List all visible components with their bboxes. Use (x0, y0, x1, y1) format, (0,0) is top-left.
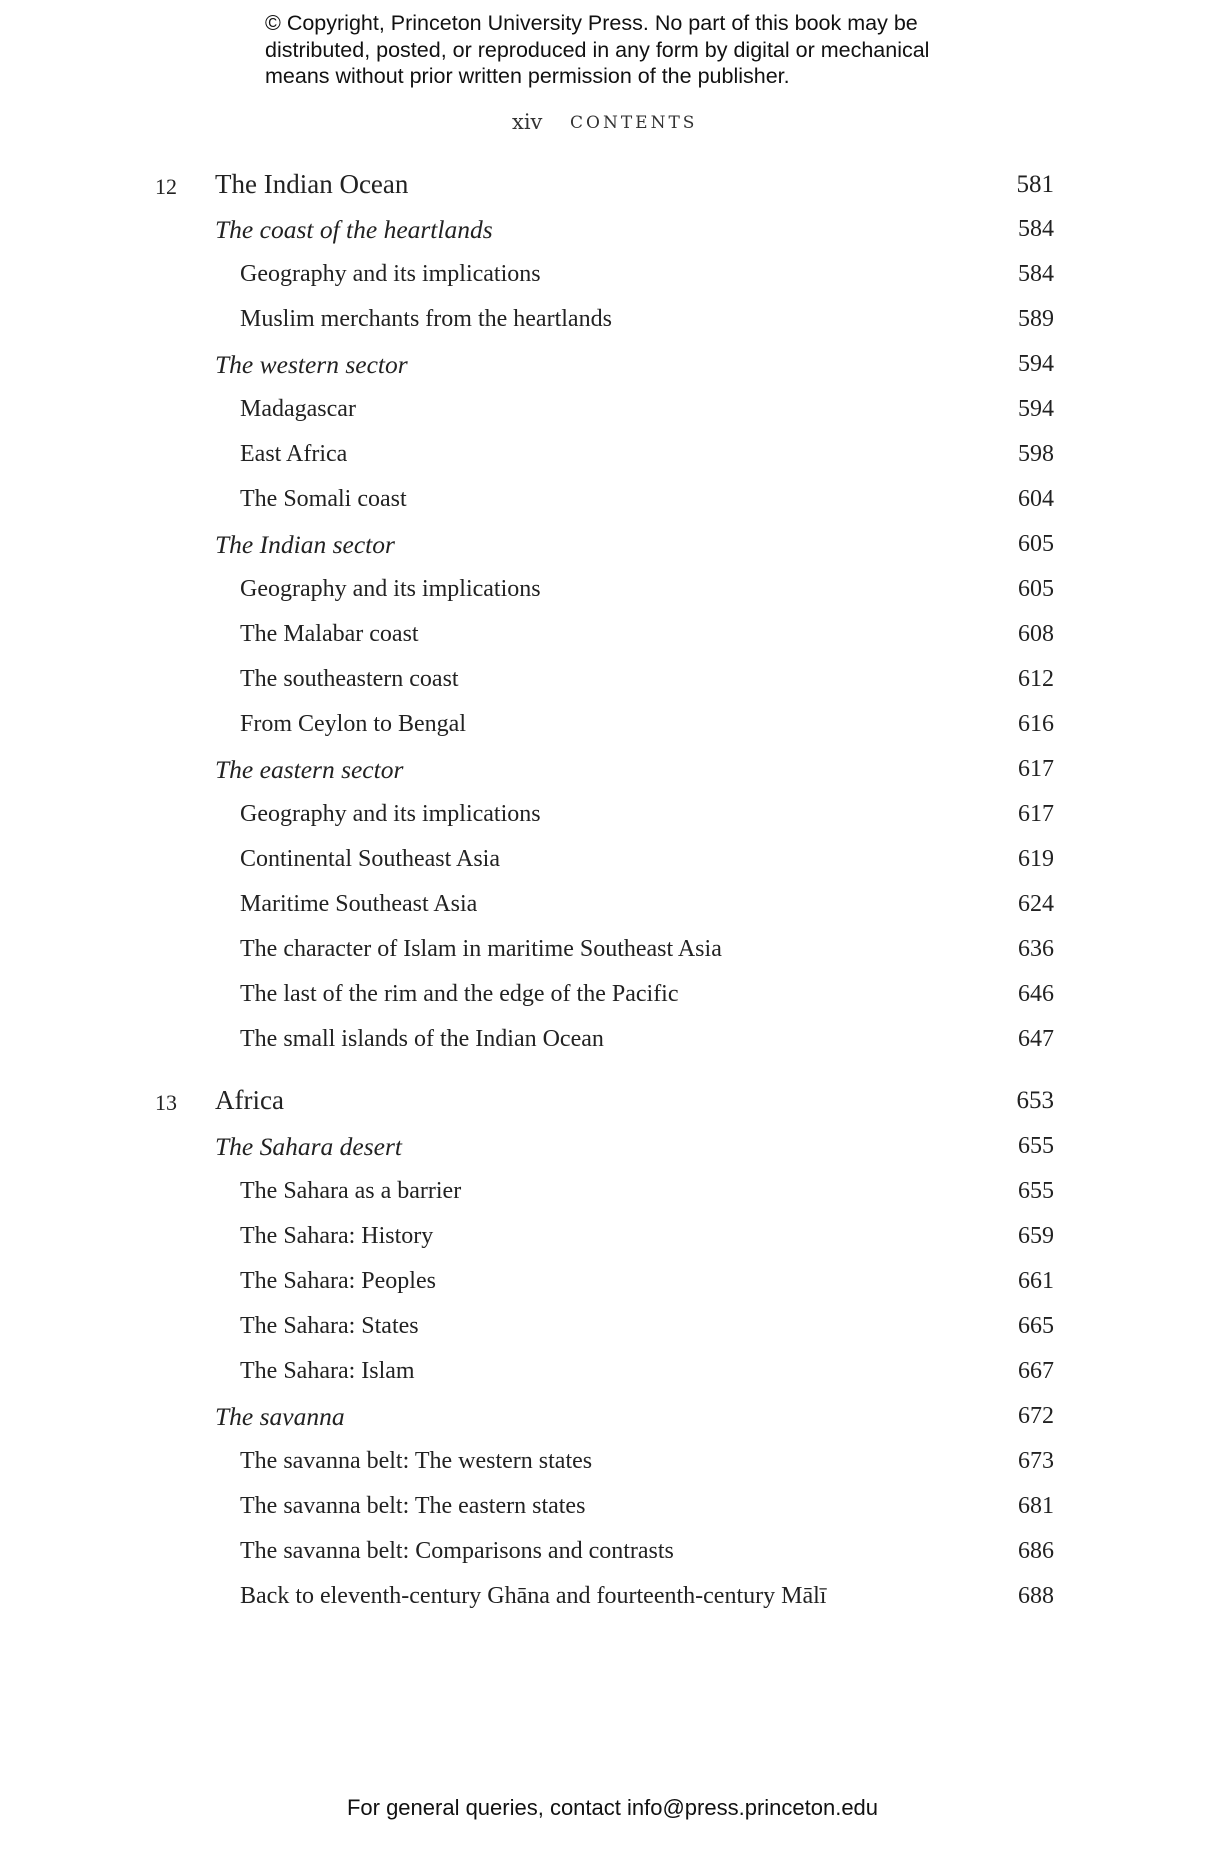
toc-chapter-row[interactable] (0, 1082, 1225, 1122)
toc-page-number: 667 (1018, 1358, 1054, 1384)
toc-entry-title: The Malabar coast (240, 621, 419, 647)
toc-entry-title: The Sahara: History (240, 1223, 434, 1249)
toc-page-number: 665 (1018, 1313, 1054, 1339)
toc-subsection-row[interactable] (0, 975, 1225, 1015)
toc-entry-title: From Ceylon to Bengal (240, 711, 466, 737)
toc-page-number: 661 (1018, 1268, 1054, 1294)
toc-entry-title: The Somali coast (240, 486, 407, 512)
toc-entry-title: The small islands of the Indian Ocean (240, 1026, 604, 1052)
toc-entry-title: The southeastern coast (240, 666, 459, 692)
toc-entry-title: The Sahara: Islam (240, 1358, 415, 1384)
toc-entry-title: Back to eleventh-century Ghāna and fourteenth-century Mālī (240, 1583, 827, 1609)
toc-subsection-row[interactable] (0, 255, 1225, 295)
toc-page-number: 617 (1018, 801, 1054, 827)
toc-entry-title: The savanna belt: The eastern states (240, 1493, 586, 1519)
toc-subsection-row[interactable] (0, 435, 1225, 475)
toc-subsection-row[interactable] (0, 660, 1225, 700)
toc-entry-title: Continental Southeast Asia (240, 846, 500, 872)
toc-page-number: 581 (1016, 171, 1054, 198)
toc-entry-title: The savanna (215, 1402, 345, 1431)
toc-subsection-row[interactable] (0, 1020, 1225, 1060)
toc-page-number: 686 (1018, 1538, 1054, 1564)
toc-entry-title: Geography and its implications (240, 801, 541, 827)
toc-subsection-row[interactable] (0, 1352, 1225, 1392)
toc-page-number: 584 (1018, 216, 1054, 242)
toc-page-number: 681 (1018, 1493, 1054, 1519)
toc-subsection-row[interactable] (0, 1307, 1225, 1347)
toc-page-number: 594 (1018, 351, 1054, 377)
toc-page-number: 646 (1018, 981, 1054, 1007)
toc-entry-title: The Indian sector (215, 530, 395, 559)
toc-subsection-row[interactable] (0, 705, 1225, 745)
toc-section-row[interactable] (0, 1397, 1225, 1437)
toc-entry-title: The last of the rim and the edge of the Pacific (240, 981, 679, 1007)
toc-subsection-row[interactable] (0, 480, 1225, 520)
footer-contact: For general queries, contact info@press.princeton.edu (346, 1795, 879, 1820)
toc-entry-title: Geography and its implications (240, 576, 541, 602)
toc-subsection-row[interactable] (0, 930, 1225, 970)
toc-entry-title: The coast of the heartlands (215, 215, 493, 244)
copyright-line: means without prior written permission of the publisher. (265, 64, 790, 88)
toc-entry-title: The Sahara as a barrier (240, 1178, 462, 1204)
toc-subsection-row[interactable] (0, 1532, 1225, 1572)
toc-page-number: 624 (1018, 891, 1054, 917)
toc-subsection-row[interactable] (0, 1577, 1225, 1617)
toc-page-number: 673 (1018, 1448, 1054, 1474)
toc-subsection-row[interactable] (0, 1442, 1225, 1482)
toc-entry-title: Maritime Southeast Asia (240, 891, 478, 917)
toc-page-number: 605 (1018, 576, 1054, 602)
toc-entry-title: The eastern sector (215, 755, 404, 784)
toc-page-number: 594 (1018, 396, 1054, 422)
toc-page-number: 688 (1018, 1583, 1054, 1609)
toc-entry-title: Geography and its implications (240, 261, 541, 287)
toc-subsection-row[interactable] (0, 885, 1225, 925)
toc-entry-title: The Sahara desert (215, 1132, 402, 1161)
toc-page-number: 612 (1018, 666, 1054, 692)
toc-page-number: 584 (1018, 261, 1054, 287)
copyright-line: © Copyright, Princeton University Press. No part of this book may be (265, 11, 918, 35)
toc-section-row[interactable] (0, 345, 1225, 385)
toc-section-row[interactable] (0, 750, 1225, 790)
toc-subsection-row[interactable] (0, 390, 1225, 430)
toc-page-number: 617 (1018, 756, 1054, 782)
chapter-number: 13 (155, 1090, 177, 1115)
toc-entry-title: Muslim merchants from the heartlands (240, 306, 612, 332)
toc-entry-title: The savanna belt: Comparisons and contrasts (240, 1538, 674, 1564)
toc-page-number: 672 (1018, 1403, 1054, 1429)
toc-entry-title: The western sector (215, 350, 408, 379)
toc-page-number: 636 (1018, 936, 1054, 962)
toc-subsection-row[interactable] (0, 615, 1225, 655)
toc-section-row[interactable] (0, 210, 1225, 250)
toc-entry-title: Africa (215, 1085, 284, 1115)
toc-section-row[interactable] (0, 525, 1225, 565)
toc-page-number: 655 (1018, 1178, 1054, 1204)
page-folio: xiv (512, 110, 543, 134)
toc-subsection-row[interactable] (0, 1217, 1225, 1257)
toc-page-number: 659 (1018, 1223, 1054, 1249)
toc-page-number: 598 (1018, 441, 1054, 467)
toc-entry-title: The Sahara: States (240, 1313, 419, 1339)
toc-page-number: 605 (1018, 531, 1054, 557)
toc-section-row[interactable] (0, 1127, 1225, 1167)
chapter-number: 12 (155, 174, 177, 199)
toc-subsection-row[interactable] (0, 840, 1225, 880)
toc-page-number: 655 (1018, 1133, 1054, 1159)
copyright-line: distributed, posted, or reproduced in any form by digital or mechanical (265, 37, 930, 62)
toc-chapter-row[interactable] (0, 166, 1225, 206)
toc-subsection-row[interactable] (0, 1172, 1225, 1212)
toc-entry-title: The savanna belt: The western states (240, 1448, 593, 1474)
toc-page-number: 647 (1018, 1026, 1054, 1052)
toc-subsection-row[interactable] (0, 1262, 1225, 1302)
toc-entry-title: The character of Islam in maritime Southeast Asia (240, 936, 722, 962)
toc-page-number: 604 (1018, 486, 1054, 512)
toc-subsection-row[interactable] (0, 570, 1225, 610)
toc-page-number: 619 (1018, 846, 1054, 872)
toc-subsection-row[interactable] (0, 300, 1225, 340)
toc-entry-title: Madagascar (240, 396, 356, 422)
toc-entry-title: The Indian Ocean (215, 169, 409, 199)
toc-page-number: 589 (1018, 306, 1054, 332)
toc-page-number: 608 (1018, 621, 1054, 647)
toc-page-number: 653 (1016, 1087, 1054, 1114)
toc-page-number: 616 (1018, 711, 1054, 737)
toc-subsection-row[interactable] (0, 1487, 1225, 1527)
toc-subsection-row[interactable] (0, 795, 1225, 835)
running-title: CONTENTS (570, 113, 698, 133)
toc-entry-title: East Africa (240, 441, 348, 467)
toc-entry-title: The Sahara: Peoples (240, 1268, 436, 1294)
copyright-notice (265, 10, 1025, 90)
